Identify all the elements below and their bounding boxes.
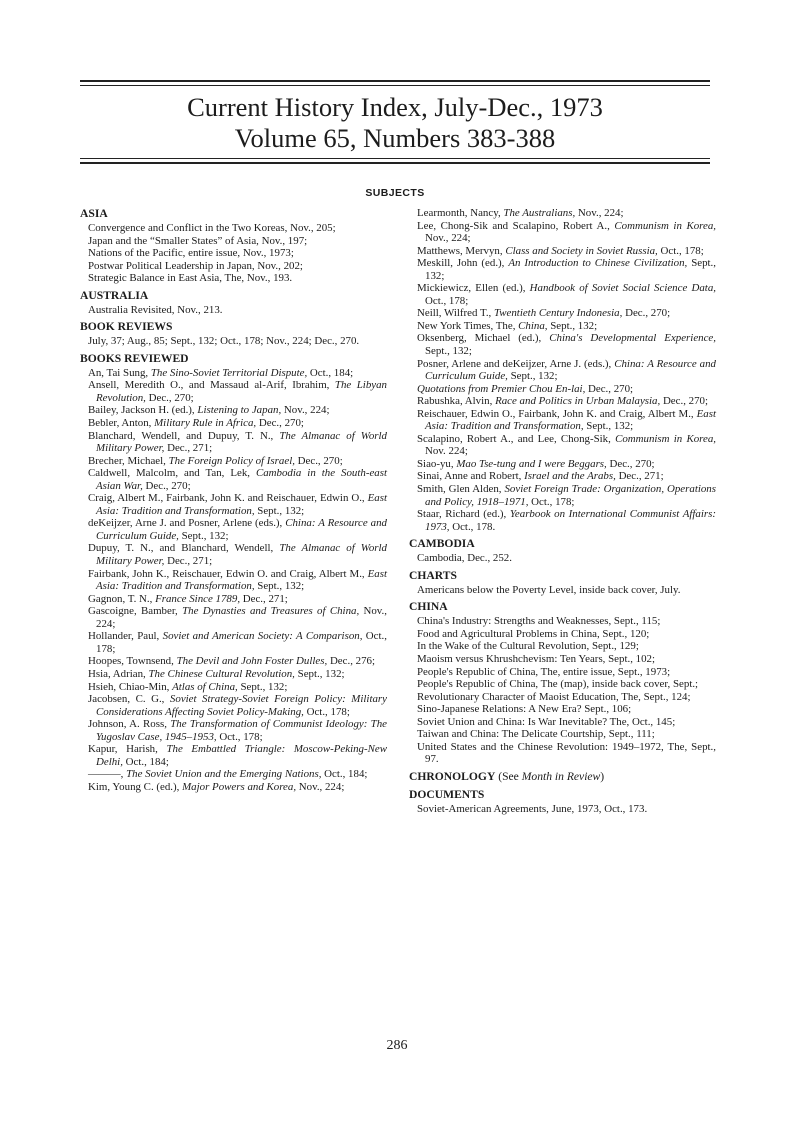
index-entry: In the Wake of the Cultural Revolution, Sept., 129; bbox=[417, 640, 639, 653]
book-author: Neill, Wilfred T., bbox=[417, 307, 494, 320]
book-entry bbox=[80, 668, 387, 681]
book-title: The Devil and John Foster Dulles, bbox=[176, 655, 328, 668]
book-author: Gagnon, T. N., bbox=[88, 592, 156, 605]
index-section bbox=[80, 289, 387, 317]
section-heading bbox=[80, 289, 387, 303]
book-entry bbox=[80, 455, 387, 468]
book-entry bbox=[80, 718, 387, 743]
top-rule-1 bbox=[80, 80, 710, 82]
book-issue-ref: Dec., 270; bbox=[585, 382, 634, 395]
book-title: An Introduction to Chinese Civilization, bbox=[508, 257, 688, 270]
section-heading-label: CAMBODIA bbox=[409, 537, 475, 551]
book-author: Matthews, Mervyn, bbox=[417, 244, 506, 257]
book-entry bbox=[409, 408, 716, 433]
book-issue-ref: Sept., 132; bbox=[583, 420, 634, 433]
index-entry: Nations of the Pacific, entire issue, Nov., 1973; bbox=[88, 247, 294, 260]
section-heading-label: AUSTRALIA bbox=[80, 288, 149, 302]
book-author: Jacobsen, C. G., bbox=[88, 693, 170, 706]
book-title: The Soviet Union and the Emerging Nations, bbox=[126, 768, 322, 781]
book-title: The Almanac of World Military Power, bbox=[96, 542, 387, 568]
book-title: Yearbook on International Communist Affairs: 1973, bbox=[425, 508, 716, 533]
index-section bbox=[409, 788, 716, 816]
book-entry bbox=[409, 383, 716, 396]
book-author: Sinai, Anne and Robert, bbox=[417, 470, 525, 483]
bottom-rule-2 bbox=[80, 162, 710, 164]
book-title: Soviet Strategy-Soviet Foreign Policy: Military Considerations Affecting Soviet Policy-Making, bbox=[96, 693, 387, 718]
index-section bbox=[409, 600, 716, 766]
book-entry bbox=[409, 483, 716, 508]
book-author: Lee, Chong-Sik and Scalapino, Robert A., bbox=[417, 219, 615, 232]
book-issue-ref: Oct., 184; bbox=[122, 755, 169, 768]
book-entry bbox=[80, 492, 387, 517]
heading-note-post: ) bbox=[600, 769, 605, 783]
book-entry bbox=[80, 781, 387, 794]
index-entry: Japan and the “Smaller States” of Asia, Nov., 197; bbox=[88, 234, 308, 247]
index-entry: Australia Revisited, Nov., 213. bbox=[88, 303, 223, 316]
heading-note-title: Month in Review bbox=[521, 769, 601, 783]
book-author: Mickiewicz, Ellen (ed.), bbox=[417, 282, 530, 295]
book-issue-ref: Dec., 270; bbox=[294, 454, 343, 467]
book-author: Reischauer, Edwin O., Fairbank, John K. and Craig, Albert M., bbox=[417, 407, 697, 420]
book-issue-ref: Dec., 270; bbox=[622, 307, 671, 320]
book-entry bbox=[409, 433, 716, 458]
book-entry bbox=[409, 508, 716, 533]
book-author: Posner, Arlene and deKeijzer, Arne J. (eds.), bbox=[417, 357, 615, 370]
book-entry bbox=[409, 395, 716, 408]
book-entry bbox=[80, 517, 387, 542]
index-entry: Soviet-American Agreements, June, 1973, Oct., 173. bbox=[417, 802, 648, 815]
page-number: 286 bbox=[386, 1038, 408, 1053]
book-author: Rabushka, Alvin, bbox=[417, 395, 496, 408]
book-entry bbox=[80, 593, 387, 606]
book-title: China, bbox=[518, 319, 548, 332]
book-title: Race and Politics in Urban Malaysia, bbox=[495, 395, 661, 408]
book-entry bbox=[80, 693, 387, 718]
book-title: The Embattled Triangle: Moscow-Peking-New Delhi, bbox=[96, 743, 387, 768]
index-entry: Americans below the Poverty Level, inside back cover, July. bbox=[417, 583, 681, 596]
right-column bbox=[409, 207, 716, 815]
book-title: The Australians, bbox=[503, 207, 576, 219]
book-author: Bebler, Anton, bbox=[88, 417, 155, 430]
index-entry: Maoism versus Khrushchevism: Ten Years, Sept., 102; bbox=[417, 652, 656, 665]
index-entry: Cambodia, Dec., 252. bbox=[417, 552, 512, 565]
book-title: East Asia: Tradition and Transformation, bbox=[96, 567, 387, 593]
book-title: Soviet Foreign Trade: Organization, Operations and Policy, 1918–1971, bbox=[425, 483, 716, 508]
book-title: Handbook of Soviet Social Science Data, bbox=[529, 282, 716, 295]
section-heading bbox=[409, 600, 716, 614]
book-entry bbox=[80, 743, 387, 768]
section-heading-label: BOOK REVIEWS bbox=[80, 320, 173, 334]
book-issue-ref: Sept., 132; bbox=[425, 257, 716, 282]
book-issue-ref: Oct., 184; bbox=[307, 366, 354, 379]
heading-note-pre: (See bbox=[495, 769, 522, 783]
book-author: ———, bbox=[88, 768, 127, 781]
book-issue-ref: Sept., 132; bbox=[294, 667, 345, 680]
book-entry bbox=[409, 470, 716, 483]
book-issue-ref: Sept., 132; bbox=[425, 345, 472, 358]
book-issue-ref: Dec., 271; bbox=[164, 555, 213, 568]
book-title: China: A Resource and Curriculum Guide, bbox=[96, 517, 387, 542]
book-title: The Sino-Soviet Territorial Dispute, bbox=[150, 366, 308, 379]
book-title: Communism in Korea, bbox=[614, 219, 716, 232]
index-entry: People's Republic of China, The, entire issue, Sept., 1973; bbox=[417, 665, 671, 678]
index-entry: Food and Agricultural Problems in China, Sept., 120; bbox=[417, 627, 650, 640]
book-title: The Transformation of Communist Ideology: The Yugoslav Case, 1945–1953, bbox=[96, 718, 387, 743]
book-author: Blanchard, Wendell, and Dupuy, T. N., bbox=[88, 429, 280, 442]
book-title: The Foreign Policy of Israel, bbox=[168, 454, 295, 467]
book-entry bbox=[80, 367, 387, 380]
book-title: Mao Tse-tung and I were Beggars, bbox=[456, 457, 607, 470]
book-entry bbox=[80, 630, 387, 655]
book-entry bbox=[80, 542, 387, 567]
book-issue-ref: Nov., 224; bbox=[96, 605, 387, 630]
book-title: China: A Resource and Curriculum Guide, bbox=[425, 357, 716, 383]
title-line-2: Volume 65, Numbers 383-388 bbox=[234, 123, 556, 153]
book-title: Communism in Korea, bbox=[615, 432, 717, 445]
section-heading-label: DOCUMENTS bbox=[409, 787, 485, 801]
book-author: Meskill, John (ed.), bbox=[417, 257, 509, 270]
book-author: Siao-yu, bbox=[417, 457, 457, 470]
top-rule-2 bbox=[80, 85, 710, 86]
book-issue-ref: Oct., 184; bbox=[321, 768, 368, 781]
book-entry bbox=[80, 417, 387, 430]
index-entry: Taiwan and China: The Delicate Courtship, Sept., 111; bbox=[417, 728, 655, 741]
index-entry: Sino-Japanese Relations: A New Era? Sept., 106; bbox=[417, 703, 632, 716]
book-entry bbox=[409, 282, 716, 307]
book-issue-ref: Sept., 132; bbox=[254, 580, 305, 593]
book-entry bbox=[409, 207, 716, 220]
book-author: Hsieh, Chiao-Min, bbox=[88, 680, 173, 693]
book-issue-ref: Oct., 178; bbox=[303, 705, 350, 718]
book-title: Twentieth Century Indonesia, bbox=[494, 307, 623, 320]
book-author: Craig, Albert M., Fairbank, John K. and Reischauer, Edwin O., bbox=[88, 492, 368, 505]
book-title: Atlas of China, bbox=[172, 680, 238, 693]
index-section bbox=[80, 352, 387, 794]
book-entry bbox=[409, 358, 716, 383]
subjects-label: SUBJECTS bbox=[365, 187, 425, 199]
section-heading bbox=[409, 569, 716, 583]
index-entry: July, 37; Aug., 85; Sept., 132; Oct., 178; Nov., 224; Dec., 270. bbox=[88, 335, 360, 348]
section-heading bbox=[80, 207, 387, 221]
book-issue-ref: Dec., 270; bbox=[145, 391, 194, 404]
book-entry bbox=[80, 467, 387, 492]
index-section bbox=[80, 320, 387, 348]
book-author: Learmonth, Nancy, bbox=[417, 207, 504, 219]
book-issue-ref: Oct., 178; bbox=[657, 244, 704, 257]
book-author: An, Tai Sung, bbox=[88, 366, 151, 379]
book-title: East Asia: Tradition and Transformation, bbox=[425, 407, 716, 433]
index-entry: Convergence and Conflict in the Two Koreas, Nov., 205; bbox=[88, 222, 336, 234]
book-issue-ref: Oct., 178. bbox=[449, 520, 496, 533]
book-issue-ref: Sept., 132; bbox=[237, 680, 288, 693]
book-author: Hsia, Adrian, bbox=[88, 667, 149, 680]
book-issue-ref: Dec., 271; bbox=[240, 592, 288, 605]
index-section bbox=[409, 207, 716, 533]
book-author: Ansell, Meredith O., and Massaud al-Arif, Ibrahim, bbox=[88, 379, 335, 392]
book-entry bbox=[409, 220, 716, 245]
index-section bbox=[80, 207, 387, 285]
book-issue-ref: Dec., 276; bbox=[327, 655, 376, 668]
section-heading-label: CHINA bbox=[409, 600, 448, 614]
book-entry bbox=[409, 458, 716, 471]
section-heading bbox=[80, 352, 387, 366]
section-heading bbox=[80, 320, 387, 334]
index-entry: Revolutionary Character of Maoist Education, The, Sept., 124; bbox=[417, 690, 691, 703]
section-heading-label: ASIA bbox=[80, 207, 108, 220]
book-issue-ref: Nov., 224; bbox=[281, 404, 330, 417]
book-issue-ref: Oct., 178; bbox=[425, 294, 469, 307]
book-title: The Chinese Cultural Revolution, bbox=[148, 667, 295, 680]
book-title: Israel and the Arabs, bbox=[524, 470, 616, 483]
book-author: Smith, Glen Alden, bbox=[417, 483, 505, 496]
book-entry bbox=[80, 379, 387, 404]
book-author: Hollander, Paul, bbox=[88, 630, 163, 643]
book-issue-ref: Dec., 271; bbox=[164, 442, 213, 455]
book-author: Kapur, Harish, bbox=[88, 743, 167, 756]
book-title: East Asia: Tradition and Transformation, bbox=[96, 492, 387, 517]
book-title: China's Developmental Experience, bbox=[549, 332, 716, 345]
book-issue-ref: Nov., 224; bbox=[296, 780, 345, 793]
book-entry bbox=[80, 605, 387, 630]
book-author: New York Times, The, bbox=[417, 319, 519, 332]
book-entry bbox=[409, 307, 716, 320]
book-issue-ref: Oct., 178; bbox=[216, 730, 263, 743]
book-issue-ref: Dec., 270; bbox=[606, 457, 655, 470]
book-title: Soviet and American Society: A Comparison, bbox=[162, 630, 363, 643]
section-heading bbox=[409, 770, 716, 784]
section-heading-label: BOOKS REVIEWED bbox=[80, 351, 189, 365]
book-issue-ref: Sept., 132; bbox=[507, 370, 558, 383]
section-heading bbox=[409, 788, 716, 802]
book-author: Staar, Richard (ed.), bbox=[417, 508, 510, 521]
book-author: Dupuy, T. N., and Blanchard, Wendell, bbox=[88, 542, 280, 555]
book-issue-ref: Sept., 132; bbox=[547, 319, 598, 332]
book-issue-ref: Nov., 224; bbox=[425, 232, 471, 245]
index-entry: Strategic Balance in East Asia, The, Nov., 193. bbox=[88, 272, 293, 285]
book-entry bbox=[80, 681, 387, 694]
book-title: The Libyan Revolution, bbox=[96, 379, 387, 404]
book-title: The Almanac of World Military Power, bbox=[96, 429, 387, 455]
book-issue-ref: Nov. 224; bbox=[425, 445, 468, 458]
book-author: Oksenberg, Michael (ed.), bbox=[417, 332, 550, 345]
book-entry bbox=[80, 655, 387, 668]
bottom-rule-1 bbox=[80, 158, 710, 159]
book-title: Cambodia in the South-east Asian War, bbox=[96, 467, 387, 492]
book-title: Military Rule in Africa, bbox=[154, 417, 257, 430]
section-heading bbox=[409, 537, 716, 551]
index-entry: Soviet Union and China: Is War Inevitable? The, Oct., 145; bbox=[417, 715, 676, 728]
book-issue-ref: Sept., 132; bbox=[178, 529, 229, 542]
book-issue-ref: Dec., 270; bbox=[660, 395, 709, 408]
title-line-1: Current History Index, July-Dec., 1973 bbox=[187, 92, 603, 122]
index-section bbox=[409, 569, 716, 597]
book-entry bbox=[409, 320, 716, 333]
index-section bbox=[409, 770, 716, 784]
book-title: Major Powers and Korea, bbox=[182, 780, 297, 793]
book-issue-ref: Dec., 270; bbox=[256, 417, 304, 430]
book-title: Quotations from Premier Chou En-lai, bbox=[417, 382, 586, 395]
book-entry bbox=[80, 404, 387, 417]
book-issue-ref: Dec., 271; bbox=[615, 470, 664, 483]
book-entry bbox=[80, 430, 387, 455]
book-title: France Since 1789, bbox=[155, 592, 241, 605]
book-author: Caldwell, Malcolm, and Tan, Lek, bbox=[88, 467, 256, 480]
book-issue-ref: Nov., 224; bbox=[575, 207, 624, 219]
book-author: Brecher, Michael, bbox=[88, 454, 169, 467]
book-issue-ref: Oct., 178; bbox=[528, 495, 575, 508]
book-title: Class and Society in Soviet Russia, bbox=[505, 244, 658, 257]
book-author: Scalapino, Robert A., and Lee, Chong-Sik, bbox=[417, 432, 616, 445]
book-entry bbox=[80, 768, 387, 781]
section-heading-label: CHRONOLOGY bbox=[409, 769, 496, 783]
index-entry: China's Industry: Strengths and Weaknesses, Sept., 115; bbox=[417, 615, 661, 628]
book-author: Johnson, A. Ross, bbox=[88, 718, 171, 731]
book-issue-ref: Sept., 132; bbox=[254, 504, 305, 517]
book-author: Kim, Young C. (ed.), bbox=[88, 780, 183, 793]
book-entry bbox=[80, 568, 387, 593]
left-column bbox=[80, 207, 387, 793]
index-entry: United States and the Chinese Revolution: 1949–1972, The, Sept., 97. bbox=[417, 740, 716, 766]
book-author: Gascoigne, Bamber, bbox=[88, 605, 183, 618]
book-entry bbox=[409, 257, 716, 282]
section-heading-label: CHARTS bbox=[409, 568, 457, 582]
book-author: Fairbank, John K., Reischauer, Edwin O. and Craig, Albert M., bbox=[88, 567, 368, 580]
index-section bbox=[409, 537, 716, 565]
index-entry: Postwar Political Leadership in Japan, Nov., 202; bbox=[88, 259, 303, 272]
book-author: deKeijzer, Arne J. and Posner, Arlene (eds.), bbox=[88, 517, 286, 530]
book-entry bbox=[409, 245, 716, 258]
book-issue-ref: Dec., 270; bbox=[142, 479, 191, 492]
book-author: Bailey, Jackson H. (ed.), bbox=[88, 404, 198, 417]
book-title: The Dynasties and Treasures of China, bbox=[182, 605, 360, 618]
index-entry: People's Republic of China, The (map), inside back cover, Sept.; bbox=[417, 678, 699, 691]
book-author: Hoopes, Townsend, bbox=[88, 655, 177, 668]
book-entry bbox=[409, 332, 716, 357]
page-title bbox=[80, 92, 710, 154]
book-issue-ref: Oct., 178; bbox=[96, 630, 387, 655]
book-title: Listening to Japan, bbox=[197, 404, 282, 417]
